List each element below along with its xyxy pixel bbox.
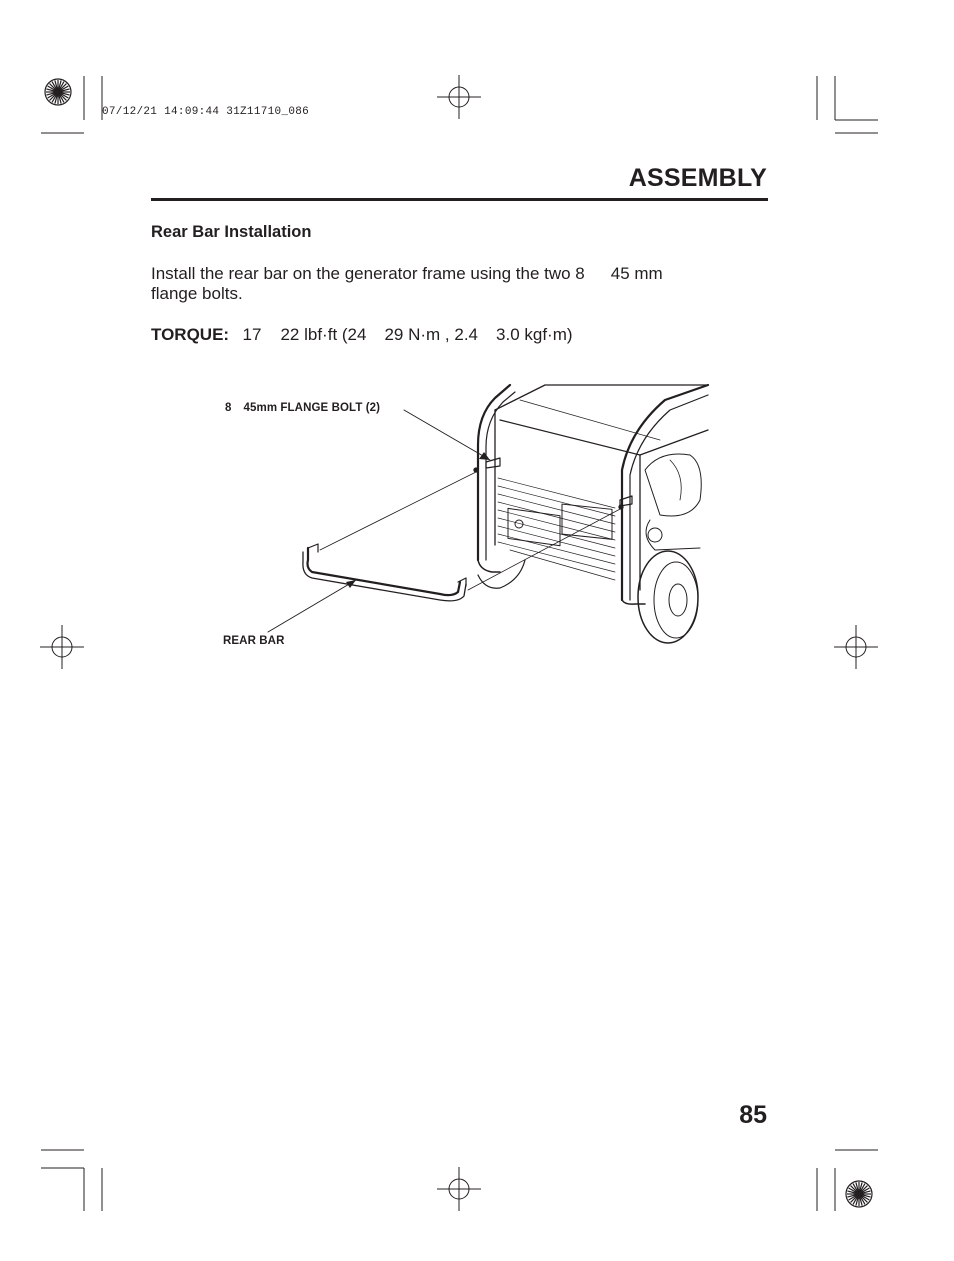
page-number: 85 — [739, 1101, 767, 1129]
page-title: ASSEMBLY — [628, 164, 767, 192]
instruction-text-1: Install the rear bar on the generator frame using the two 8 — [151, 264, 585, 283]
section-subheading: Rear Bar Installation — [151, 223, 312, 241]
torque-value-3: 29 N·m , 2.4 — [384, 325, 479, 344]
instruction-text-3: flange bolts. — [151, 284, 243, 303]
torque-value-1: 17 — [242, 325, 262, 344]
torque-label: TORQUE: — [151, 325, 230, 344]
callout-flange-bolt — [225, 402, 380, 414]
torque-value-2: 22 lbf·ft (24 — [280, 325, 367, 344]
callout-rear-bar: REAR BAR — [223, 635, 285, 647]
callout-flange-bolt-text: 45mm FLANGE BOLT (2) — [243, 402, 381, 414]
instruction-text-2: 45 mm — [610, 264, 663, 283]
torque-value-4: 3.0 kgf·m) — [496, 325, 573, 344]
print-stamp: 07/12/21 14:09:44 31Z11710_086 — [102, 106, 310, 118]
callout-flange-bolt-size: 8 — [225, 402, 232, 414]
